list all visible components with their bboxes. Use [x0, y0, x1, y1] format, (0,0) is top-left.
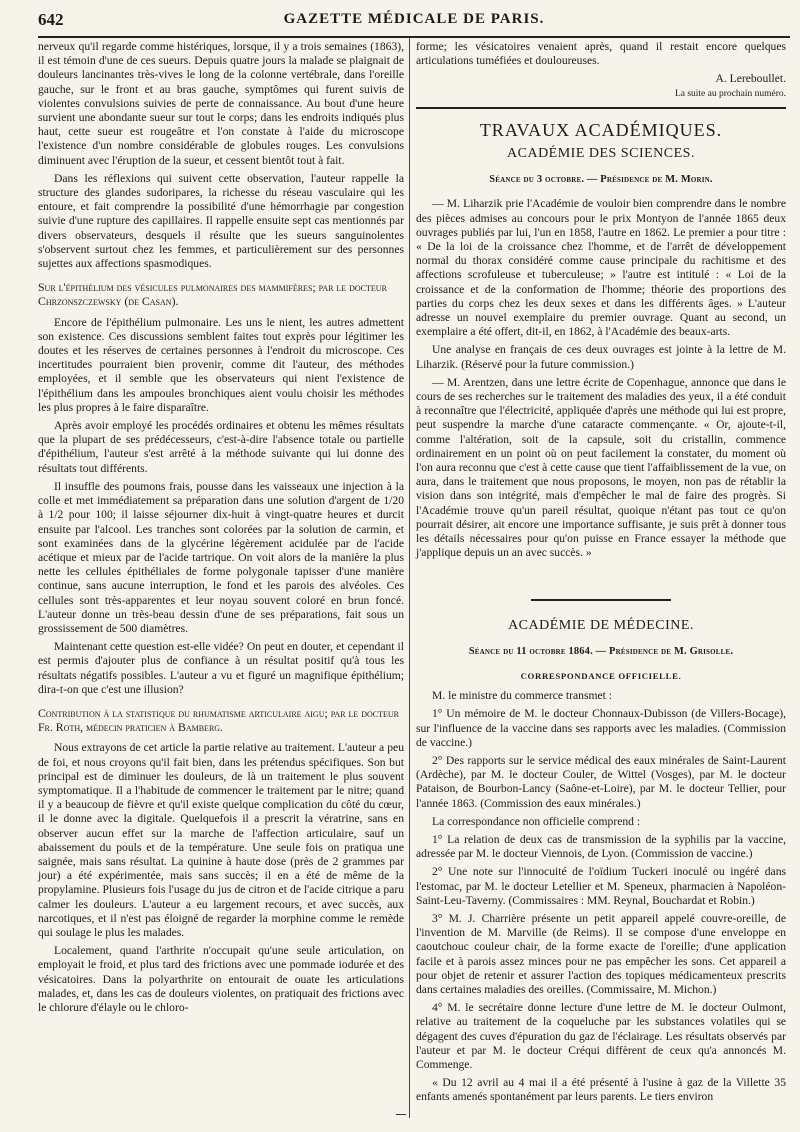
author-signature: A. Lereboullet. — [715, 72, 786, 86]
separator-rule — [531, 599, 671, 601]
paragraph: Dans les réflexions qui suivent cette observation, l'auteur rappelle la structure des glandes sudoripares, la richesse du réseau vasculaire qui les entoure, et fait comprendre la possibilité d'une hémorrhagie par congestion suivie d'une rupture des capillaires. Il rappelle ensuite sept cas mentionnés par divers observateurs, desquels il résulte que les sueurs sanguinolentes s'observent surtout chez les femmes, et particulièrement sur des personnes sujettes aux affections spasmodiques. — [38, 171, 404, 271]
paragraph: Après avoir employé les procédés ordinaires et obtenu les mêmes résultats que la plupart de ses prédécesseurs, c'est-à-dire l'absence totale ou partielle d'épithélium, l'auteur s'est arrêté à la méthode suivante qui lui donne des résultats tout différents. — [38, 419, 404, 475]
paragraph: Encore de l'épithélium pulmonaire. Les uns le nient, les autres admettent son existence. Ces discussions semblent faites tout exprès pour légitimer les doutes et les réserves de certaines personnes à l'endroit du microscope. Ces incertitudes pourraient bien provenir, comme dit l'auteur, des méthodes employées, et il semble que les observateurs qui nient l'existence de l'épithélium dans les ampoules bronchiques aient voulu choisir les méthodes les plus propres à le faire disparaître. — [38, 315, 404, 414]
section-rule — [416, 107, 786, 109]
paragraph: — M. Arentzen, dans une lettre écrite de Copenhague, annonce que dans le cours de ses recherches sur le traitement des maladies des yeux, il a été conduit à reconnaître que l'électricité, appliquée d'après une méthode qui lui est propre, peut suspendre la marche d'une cataracte commençante. « Or, ajoute-t-il, comme l'altération, soit de la capsule, soit du cristallin, commence ordinairement en un point où on peut facilement la constater, du moment où l'on aura reconnu que c'est à cette cause que tient l'affaiblissement de la vue, on aura, dans le traitement que nous proposons, le moyen, non pas de rétablir la vision dans son intégrité, mais d'empêcher le mal de faire des progrès. Si l'Académie trouve qu'un pareil résultat, quoique n'étant pas tout ce qu'on pourrait désirer, ait encore une importance suffisante, je suis prêt à donner tous les détails nécessaires pour qu'on puisse en France essayer la méthode que j'applique depuis un an avec succès. » — [416, 375, 786, 560]
paragraph: 4° M. le secrétaire donne lecture d'une lettre de M. le docteur Oulmont, relative au traitement de la coqueluche par les substances volatiles qui se dégagent des cuves d'épuration du gaz de l'éclairage. Les résultats observés par l'auteur et par M. le docteur Créqui diffèrent de ceux qu'a annoncés M. Commenge. — [416, 1001, 786, 1071]
paragraph: « Du 12 avril au 4 mai il a été présenté à l'usine à gaz de la Villette 35 enfants amenés spontanément par leurs parents. Le tiers environ — [416, 1076, 786, 1104]
session-line: Séance du 11 octobre 1864. — Présidence de M. Grisolle. — [468, 645, 734, 657]
paragraph: Nous extrayons de cet article la partie relative au traitement. L'auteur a peu de foi, et nous croyons qu'il fait bien, dans les prétendus spécifiques. Son but principal est de diminuer les douleurs, de là un traitement le plus souvent symptomatique. Il a l'habitude de commencer le traitement par le nitre; quand il y a beaucoup de fièvre et qu'il existe quelque complication du côté du cœur, il le donne avec la digitale. Quelquefois il a prescrit la vératrine, sans en observer aucun effet sur la marche de l'affection articulaire, sauf un abaissement du pouls et de la température. Une seule fois on pratiqua une saignée, mais sans résultat. La quinine à haute dose (près de 2 grammes par jour) a été expérimentée, mais sans succès; il en a été de même de la propylamine. Plusieurs fois l'usage du jus de citron et de l'acide citrique a paru calmer les douleurs. L'auteur a eu largement recours, et avec succès, aux narcotiques, et il n'est pas éloigné de regarder la morphine comme le remède qui soulage le plus les malades. — [38, 741, 404, 939]
paragraph: 2° Des rapports sur le service médical des eaux minérales de Saint-Laurent (Ardèche), par M. le docteur Couler, de Wittel (Vosges), par M. le docteur Pataison, de Bourbon-Lancy (Saône-et-Loire), par M. le docteur Tellier, pour l'année 1863. (Commission des eaux minérales.) — [416, 753, 786, 810]
column-divider — [409, 38, 410, 1118]
academy-heading: ACADÉMIE DE MÉDECINE. — [508, 617, 694, 633]
continued-note: La suite au prochain numéro. — [674, 88, 786, 99]
running-head — [38, 8, 790, 38]
paragraph: M. le ministre du commerce transmet : — [432, 689, 612, 703]
paragraph: forme; les vésicatoires venaient après, quand il restait encore quelques articulations tuméfiées et douloureuses. — [416, 40, 786, 68]
right-column — [416, 40, 786, 1124]
session-line: Séance du 3 octobre. — Présidence de M. Morin. — [489, 174, 713, 186]
article-title: Sur l'épithélium des vésicules pulmonaires des mammifères; par le docteur Chrzonszczewsky (de Casan). — [38, 280, 387, 309]
journal-title: GAZETTE MÉDICALE DE PARIS. — [283, 11, 545, 27]
left-column — [38, 40, 404, 1124]
paragraph: 3° M. J. Charrière présente un petit appareil appelé couvre-oreille, de l'invention de M. Marville (de Reims). Il se compose d'une enveloppe en caoutchouc couleur chair, de la forme exacte de l'oreille; d'une application facile et à parois assez minces pour ne pas empêcher les sons. Cet appareil a pour objet de retenir et assurer l'action des topiques médicamenteux prescrits dans certaines maladies des oreilles. (Commissaire, M. Michon.) — [416, 911, 786, 996]
paragraph: La correspondance non officielle comprend : — [432, 814, 641, 828]
paragraph: nerveux qu'il regarde comme histériques, lorsque, il y a trois semaines (1863), il est témoin d'une de ces sueurs. Depuis quatre jours la malade se plaignait de douleurs lancinantes très-vives le long de la colonne vertébrale, dans l'oreille gauche, sur le front et au bras gauche, symptômes qui furent suivis de violentes convulsions suivies de perte de connaissance. Au bout d'une heure survient une abondante sueur sur tout le corps; dans les endroits indiqués plus haut, cette sueur est rougeâtre et l'on constate à l'aide du microscope l'existence d'un nombre considérable de globules rouges. Les convulsions diminuent avec l'éruption de la sueur, et cessent bientôt tout à fait. — [38, 40, 404, 167]
paragraph: Maintenant cette question est-elle vidée? On peut en douter, et cependant il est permis d'ajouter plus de confiance à un résultat positif qu'à tous les résultats négatifs possibles. L'auteur a vu et figuré un magnifique épithélium; dira-t-on que c'est une illusion? — [38, 640, 404, 696]
paragraph: 1° La relation de deux cas de transmission de la syphilis par la vaccine, adressée par M. le docteur Viennois, de Lyon. (Commission de vaccine.) — [416, 832, 786, 861]
page-number: 642 — [38, 10, 64, 29]
section-heading: TRAVAUX ACADÉMIQUES. — [479, 119, 723, 140]
paragraph: Localement, quand l'arthrite n'occupait qu'une seule articulation, on employait le froid, et plus tard des frictions avec une pommade iodurée et des vésicatoires. Dans la polyarthrite on entourait de ouate les articulations malades, et, dans les cas de douleurs violentes, on pratiquait des frictions avec le chlorure d'élayle ou le chloro- — [38, 944, 404, 1014]
academy-heading: ACADÉMIE DES SCIENCES. — [507, 146, 695, 162]
paragraph: 1° Un mémoire de M. le docteur Chonnaux-Dubisson (de Villers-Bocage), sur l'influence de la vaccine dans ses rapports avec les maladies. (Commission de vaccine.) — [416, 707, 786, 749]
paragraph: — M. Liharzik prie l'Académie de vouloir bien comprendre dans le nombre des pièces admises au concours pour le prix Montyon de l'année 1865 deux ouvrages publiés par lui, l'un en 1858, l'autre en 1862. Le premier a pour titre : « De la loi de la croissance chez l'homme, et de l'arrêt de développement normal du thorax considéré comme cause principale du rachitisme et des affections scrofuleuse et tuberculeuse; » l'autre est intitulé : « Loi de la croissance et de la conformation de l'homme; théorie des proportions des parties du corps chez les deux sexes et dans les différents âges. » L'auteur adresse un nouvel exemplaire du premier ouvrage. Quant au second, un exemplaire a été offert, dit-il, en 1862, à l'Académie des beaux-arts. — [416, 197, 786, 339]
article-title: Contribution à la statistique du rhumatisme articulaire aigu; par le docteur Fr. Roth, médecin praticien à Bamberg. — [38, 705, 399, 735]
paragraph: 2° Une note sur l'innocuité de l'oïdium Tuckeri inoculé ou ingéré dans l'estomac, par M. le docteur Letellier et M. Speneux, pharmacien à Napoléon-Saint-Leu-Taverny. (Commissaires : MM. Reynal, Bouchardat et Robin.) — [416, 865, 786, 907]
bottom-dash — [396, 1114, 406, 1115]
sub-heading: CORRESPONDANCE OFFICIELLE. — [520, 670, 682, 681]
paragraph: Il insuffle des poumons frais, pousse dans les vaisseaux une injection à la colle et met immédiatement sa préparation dans une solution d'argent de 1/20 à 1/2 pour 100; il laisse séjourner dix-huit à vingt-quatre heures et durcit ensuite par l'alcool. Les tranches sont colorées par la solution de carmin, et sont examinées dans de la glycérine légèrement acidulée par de l'acide acétique et mieux par de l'acide tartrique. On voit alors de la manière la plus nette les cellules épithéliales de forme polygonale tapisser d'une manière continue, sans aucune interruption, le fond et les parois des alvéoles. Ces cellules sont très-apparentes et leur noyau souvent coloré en brun foncé. L'auteur donne un très-beau dessin d'une de ses préparations, fait sous un grossissement de 500 diamètres. — [38, 479, 404, 635]
paragraph: Une analyse en français de ces deux ouvrages est jointe à la lettre de M. Liharzik. (Réservé pour la future commission.) — [416, 343, 786, 371]
